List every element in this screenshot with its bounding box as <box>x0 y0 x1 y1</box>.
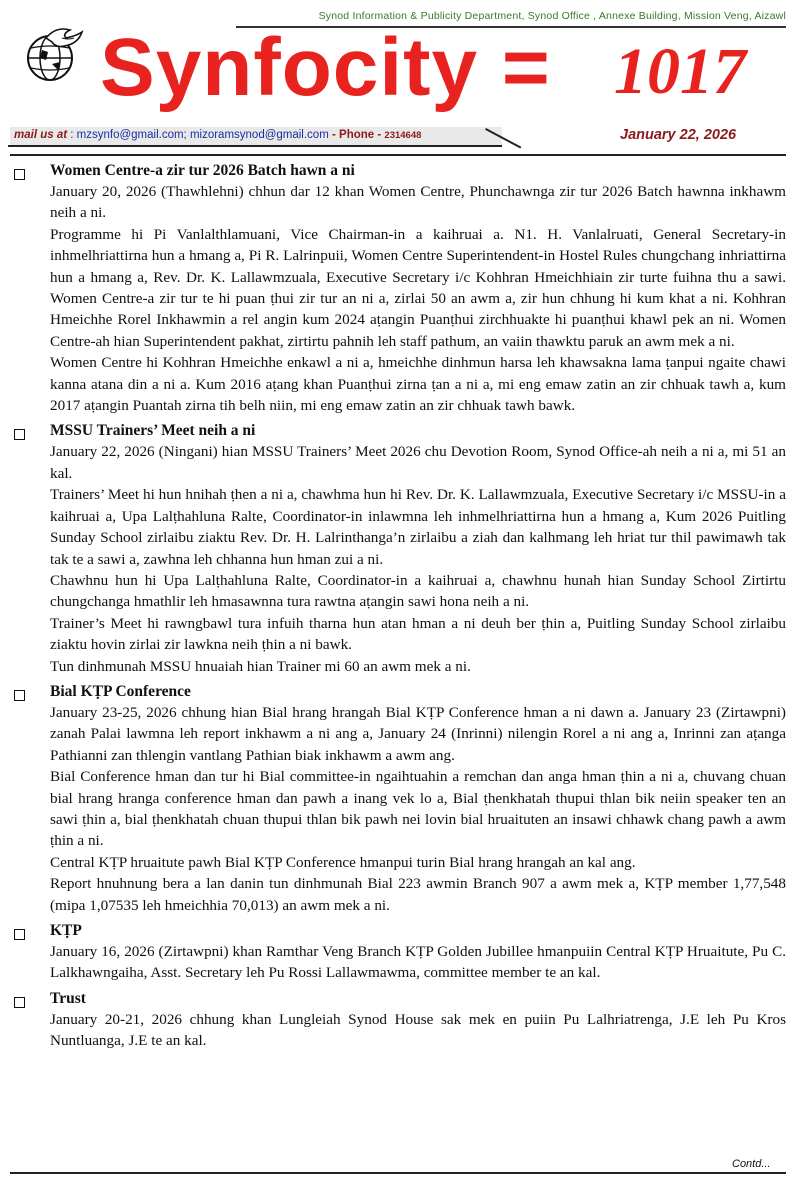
dove-globe-icon <box>22 24 84 84</box>
section-paragraph: Chawhnu hun hi Upa Lalṭhahluna Ralte, Coordinator-in a kaihruai a, chawhnu hunah hian Sunday School Zirtirtu chungchanga hmathlir leh hmasawnna tura rawtna aṭangin sawi hona neih a ni. <box>50 571 786 611</box>
square-bullet-icon <box>14 929 25 940</box>
section-paragraph: Programme hi Pi Vanlalthlamuani, Vice Chairman-in a kaihruai a. N1. H. Vanlalruati, General Secretary-in inhmelhriattirna hun a hmang a, Pi R. Lalrinpuii, Women Centre Superintendent-in Hostel Rules chungchang inhriattirna hun a hmang a, Rev. Dr. K. Lallawmzuala, Executive Secretary i/c Kohhran Hmeichhiain zir turte fuihna thu a sawi. Women Centre-a zir tur te hi puan ṭhui zir tur an ni a, zirlai 50 an awm a, zir hun chhung hi kum khat a ni. Kohhran Hmeichhe Rorel Inkhawmin a rel angin kum 2024 aṭangin Puanṭhui zirchhuakte hi puanṭhui khawl pek an ni. Women Centre-ah hian Superintendent pakhat, zirtirtu pahnih leh staff pathum, an vaiin thawktu paruk an awm mek a ni. <box>50 225 786 350</box>
section-paragraph: Women Centre hi Kohhran Hmeichhe enkawl a ni a, hmeichhe dinhmun harsa leh khawsakna lama ṭanpui ngaite chawi kanna atana din a ni a. Kum 2016 aṭang khan Puanṭhui zirna ṭan a ni a, mi eng emaw zatin an zir chhuak tawh a, kum 2017 aṭangin Puantah zirna tih belh niin, mi eng emaw zatin an zir chhuak tawh bawk. <box>50 354 786 415</box>
contact-underline <box>8 145 502 147</box>
newsletter-title: Synfocity = <box>100 22 551 113</box>
email-links[interactable]: : mzsynfo@gmail.com; mizoramsynod@gmail.com <box>70 129 329 141</box>
section-heading: MSSU Trainers’ Meet neih a ni <box>50 422 256 440</box>
department-line: Synod Information & Publicity Department, Synod Office , Annexe Building, Mission Veng, Aizawl <box>318 10 786 22</box>
contact-line <box>14 129 421 141</box>
section-heading: Women Centre-a zir tur 2026 Batch hawn a ni <box>50 162 355 179</box>
section-paragraph: Trainers’ Meet hi hun hnihah ṭhen a ni a, chawhma hun hi Rev. Dr. K. Lallawmzuala, Executive Secretary i/c MSSU-in a kaihruai a, Upa Lalṭhahluna Ralte, Coordinator-in inlawmna leh inhmelhriattirna hun a hmang a, Kum 2026 Puitling Sunday School zirlaibu ziaktu Rev. Dr. H. Lalrinthanga’n zirlaibu a ziah dan kalhmang leh hriat tur thil pawimawh tak tak te a sawi a, zawhna leh chhanna hun hman zui a ni. <box>50 486 786 568</box>
section-paragraph: Trainer’s Meet hi rawngbawl tura infuih tharna hun atan hman a ni deuh ber ṭhin a, Puitling Sunday School zirlaibu ziaktu hovin zirlai zir lawkna neih ṭhin a ni bawk. <box>50 614 786 654</box>
news-section-mssu <box>14 420 786 676</box>
section-paragraph: Tun dinhmunah MSSU hnuaiah hian Trainer mi 60 an awm mek a ni. <box>50 657 471 675</box>
section-heading: Trust <box>50 989 86 1007</box>
square-bullet-icon <box>14 690 25 701</box>
section-heading: Bial KṬP Conference <box>50 682 191 700</box>
mail-label: mail us at <box>14 129 68 141</box>
section-paragraph: Report hnuhnung bera a lan danin tun dinhmunah Bial 223 awmin Branch 907 a awm mek a, KṬP member 1,77,548 (mipa 1,07535 leh hmeichhia 70,013) an awm mek a ni. <box>50 875 786 914</box>
issue-number: 1017 <box>614 35 746 108</box>
news-section-bial-ktp <box>14 681 786 916</box>
section-paragraph: January 23-25, 2026 chhung hian Bial hrang hrangah Bial KṬP Conference hman a ni dawn a. January 23 (Zirtawpni) zanah Palai lawmna leh report inkhawm a ni ang a, January 24 (Inrinni) nilengin Rorel a ni ang a, Inrinni zan aṭanga Pathianni zan thlengin vantlang Pathian biak inkhawm a awm ang. <box>50 703 786 764</box>
section-paragraph: Bial Conference hman dan tur hi Bial committee-in ngaihtuahin a remchan dan anga hman ṭhin a ni a, chuvang chuan bial hrang hranga conference hman dan pawh a inang vek lo a, Bial ṭhenkhatah thupui thlan bik neiin speaker ten an sawi ṭhin a, bial ṭhenkhatah chuan thupui thlan bik pawh nei lovin bial hruaituten an insawi chhawk chang pawh a awm ṭhin a ni. <box>50 768 786 850</box>
news-section-trust <box>14 988 786 1052</box>
square-bullet-icon <box>14 169 25 180</box>
square-bullet-icon <box>14 997 25 1008</box>
section-paragraph: January 22, 2026 (Ningani) hian MSSU Trainers’ Meet 2026 chu Devotion Room, Synod Office-ah neih a ni a, mi 51 an kal. <box>50 443 786 482</box>
news-section-women-centre <box>14 160 786 416</box>
news-section-ktp <box>14 920 786 984</box>
bottom-rule <box>10 1172 786 1174</box>
issue-date: January 22, 2026 <box>620 127 737 143</box>
top-rule <box>10 154 786 156</box>
square-bullet-icon <box>14 429 25 440</box>
section-paragraph: January 20, 2026 (Thawhlehni) chhun dar 12 khan Women Centre, Phunchawnga zir tur 2026 Batch hawnna inkhawm neih a ni. <box>50 183 786 222</box>
news-content <box>14 157 786 1056</box>
section-heading: KṬP <box>50 922 82 939</box>
section-paragraph: Central KṬP hruaitute pawh Bial KṬP Conference hmanpui turin Bial hrang hrangah an kal ang. <box>50 853 636 871</box>
section-paragraph: January 16, 2026 (Zirtawpni) khan Ramthar Veng Branch KṬP Golden Jubillee hmanpuiin Central KṬP Hruaitute, Pu C. Lalkhawngaiha, Asst. Secretary leh Pu Rossi Lallawmawma, committee member te an kal. <box>50 943 786 982</box>
section-paragraph: January 20-21, 2026 chhung khan Lungleiah Synod House sak mek en puiin Pu Lalhriatrenga, J.E leh Pu Kros Nuntluanga, J.E te an kal. <box>50 1010 786 1050</box>
continued-label: Contd... <box>732 1158 771 1170</box>
phone-number: 2314648 <box>384 130 422 141</box>
phone-label: - Phone - <box>332 129 382 141</box>
